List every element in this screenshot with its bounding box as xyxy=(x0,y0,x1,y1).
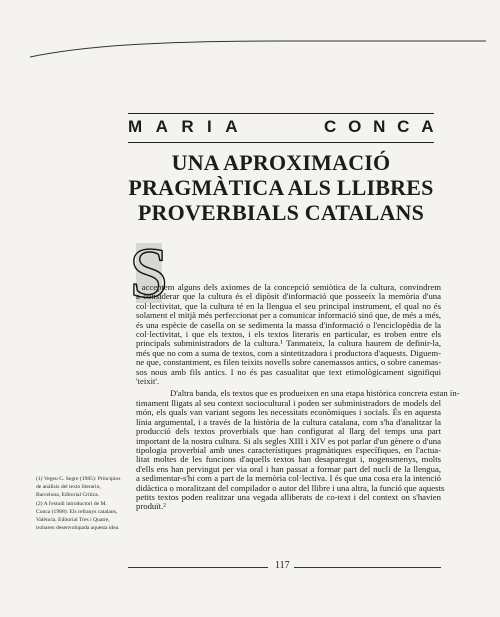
body-line: important de la nostra cultura. Si als segles XIII i XIV es pot parlar d'un gènere o d'una xyxy=(136,435,441,446)
page-number: 117 xyxy=(275,560,290,571)
body-line: a considerar que la cultura és el dipòsit d'informació que posseeix la memòria d'una xyxy=(136,291,441,302)
article-title-line-3: PROVERBIALS CATALANS xyxy=(137,200,425,225)
author-letter: C xyxy=(397,117,410,136)
article-title-line-1: UNA APROXIMACIÓ xyxy=(171,150,391,175)
body-line: petits textos poden realitzar una vegada alliberats de co-text i del context on s'havien xyxy=(136,491,441,502)
body-line: línia argumental, i a través de la història de la cultura catalana, com s'ha d'analitzar la xyxy=(136,416,441,427)
body-line: timament lligats al seu context sociocultural i poden ser subministradors de models del xyxy=(136,397,441,408)
author-letter: M xyxy=(128,117,143,136)
top-curved-rule xyxy=(28,35,488,65)
body-line: produït.² xyxy=(136,501,166,512)
footnote-2: (2) A l'estudi introductori de M. Conca (1988): Els refranys catalans, València, Editorial Tres i Quatre, trobareu desenvolupada aquesta idea. xyxy=(36,501,120,531)
body-line: és una espècie de casella on se sedimenta la massa d'informació o l'enciclopèdia de la xyxy=(136,319,441,330)
author-name xyxy=(128,117,434,137)
author-rule-top xyxy=(128,113,434,114)
author-letter: A xyxy=(421,117,434,136)
footer-rule-left xyxy=(128,567,268,568)
author-letter: I xyxy=(207,117,213,136)
body-line: D'altra banda, els textos que es produeixen en una etapa històrica concreta estan ín- xyxy=(170,388,460,399)
author-rule-bottom xyxy=(128,142,434,143)
author-letter: O xyxy=(348,117,362,136)
author-letter: C xyxy=(324,117,337,136)
body-line: col·lectivitat, i que els textos, i els textos literaris en particular, es troben entre els xyxy=(136,329,441,340)
author-first-name xyxy=(128,117,238,137)
drop-cap-glyph: S xyxy=(128,233,170,313)
author-letter: N xyxy=(373,117,386,136)
author-letter: A xyxy=(225,117,238,136)
body-line: solament el mitjà més perfeccionat per a comunicar informació sinó que, de més a més, xyxy=(136,310,441,321)
body-line: tipologia proverbial amb unes característiques pragmàtiques específiques, en l'actua- xyxy=(136,444,441,455)
body-line: d'ells ens han pervingut per via oral i han passat a formar part del nucli de la llengua, xyxy=(136,463,441,474)
author-last-name xyxy=(324,117,434,137)
footer-rule-right xyxy=(294,567,441,568)
body-line: col·lectivitat, que la cultura té en la llengua el seu principal instrument, el qual no és xyxy=(136,300,441,311)
article-title-line-2: PRAGMÀTICA ALS LLIBRES xyxy=(128,175,434,200)
body-line: a sedimentar-s'hi com a part de la memòria col·lectiva. I és que una cosa era la intenció xyxy=(136,473,441,484)
body-line: litat moltes de les funcions d'aquells textos han desaparegut i, nogensmenys, molts xyxy=(136,454,441,465)
author-letter: A xyxy=(155,117,169,136)
author-letter: R xyxy=(181,117,195,136)
body-line: 'teixit'. xyxy=(136,376,160,387)
article-body xyxy=(136,282,460,512)
footnote-1: (1) Vegeu C. Segre (1985): Principios de análisis del texto literario, Barcelona, Editorial Crítica. xyxy=(36,476,121,498)
body-line: didàctica o moralitzant del compilador o autor del llibre i una altra, la funció que aquests xyxy=(136,482,445,493)
body-line: ne que, constantment, es filen teixits novells sobre canemassos antics, o sobre canemas- xyxy=(136,357,442,368)
body-line: sos nous amb fils antics. I no és pas casualitat que text etimològicament signifiqui xyxy=(136,366,441,377)
body-line: producció dels textos proverbials que han configurat al llarg del temps una part xyxy=(136,426,441,437)
footnotes xyxy=(36,475,122,533)
body-line: principals subministradors de la cultura.¹ Tanmateix, la cultura haurem de definir-la, xyxy=(136,338,441,349)
body-line: més que no com a suma de textos, com a sintetitzadora i productora d'aquests. Diguem- xyxy=(136,347,441,358)
page-footer xyxy=(128,560,441,574)
body-line: món, els quals van variant segons les necessitats econòmiques i socials. És en aquesta xyxy=(136,407,441,418)
body-line: i acceptem alguns dels axiomes de la concepció semiòtica de la cultura, convindrem xyxy=(136,282,441,292)
